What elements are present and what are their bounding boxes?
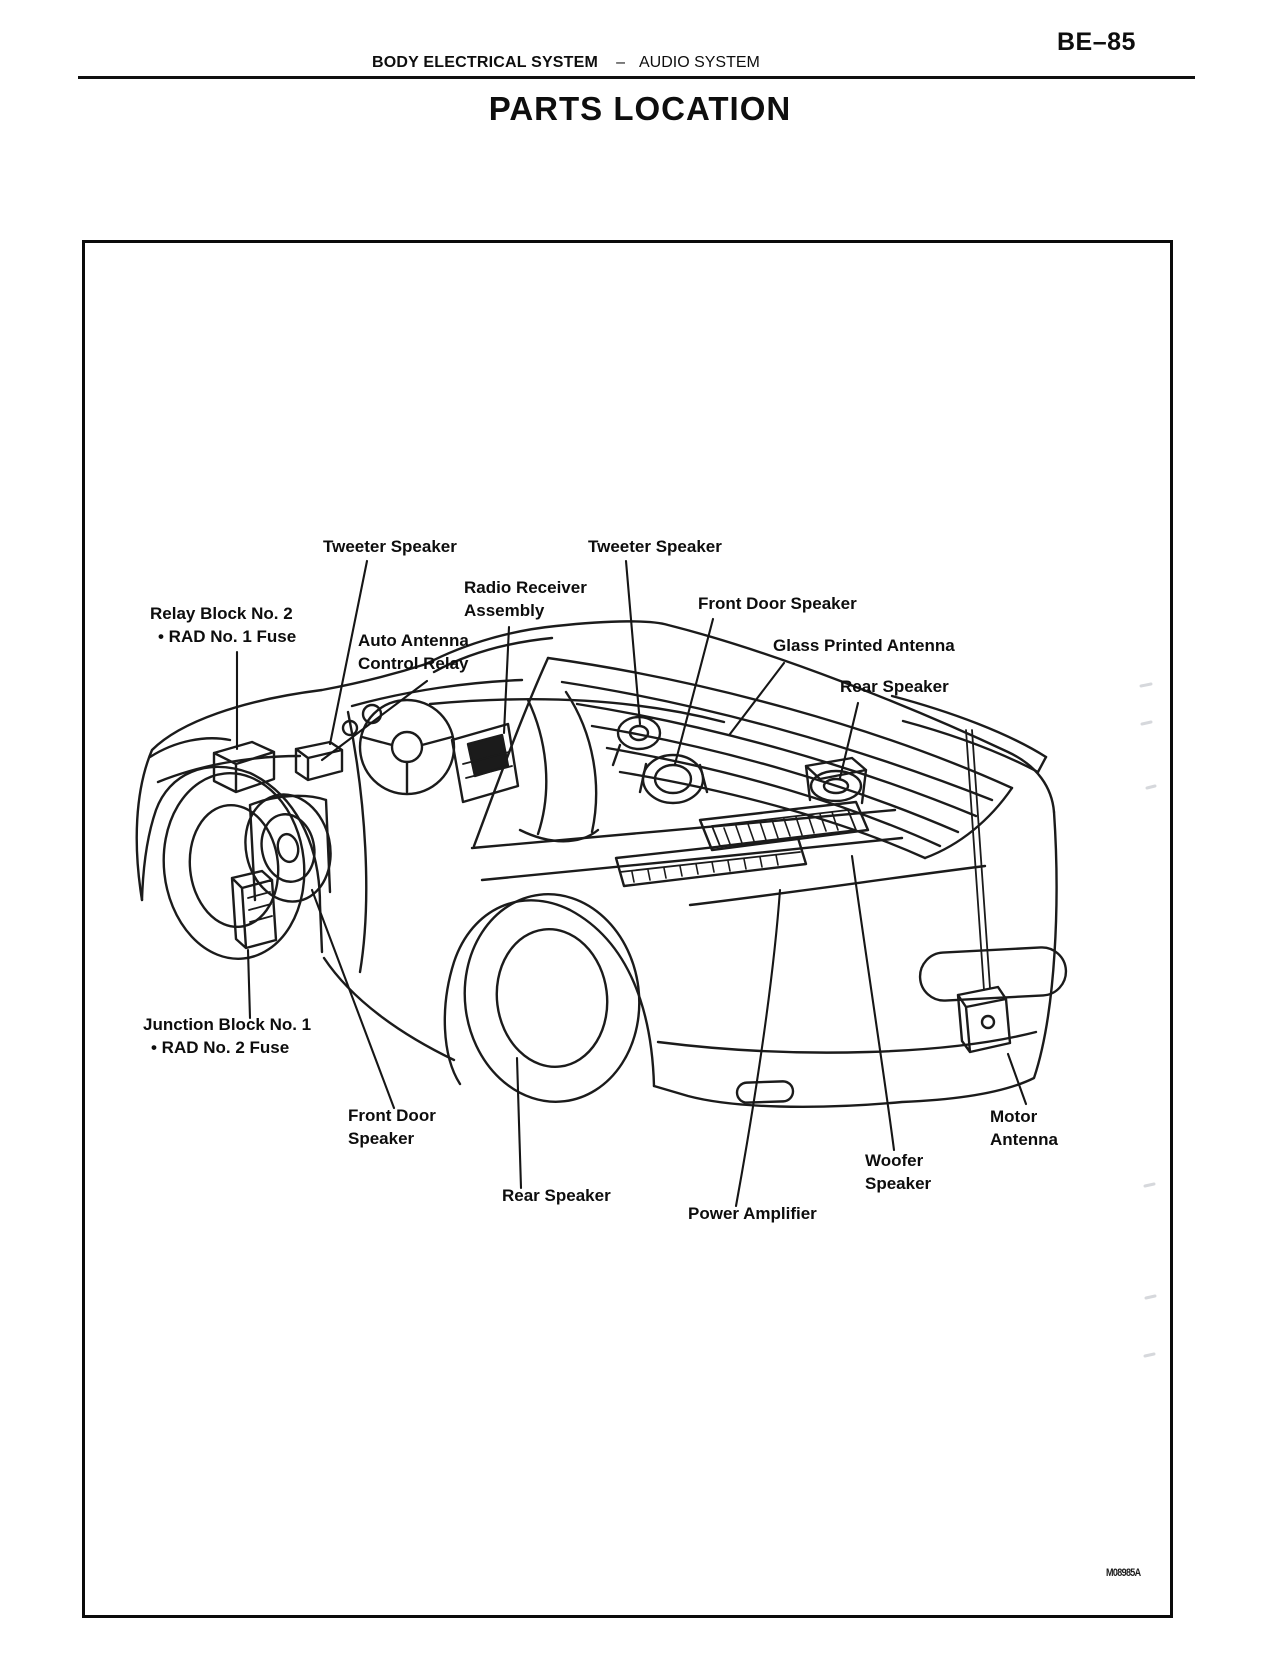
- label-line: Motor: [990, 1107, 1038, 1126]
- section-title: BODY ELECTRICAL SYSTEM: [372, 54, 599, 71]
- section-separator: –: [616, 54, 625, 71]
- label-line: Power Amplifier: [688, 1204, 817, 1223]
- label-line: Speaker: [865, 1174, 932, 1193]
- label-line: Antenna: [990, 1130, 1058, 1149]
- label-line: Tweeter Speaker: [588, 537, 722, 556]
- label-motor-antenna: [990, 1105, 1058, 1151]
- label-line: Speaker: [348, 1129, 415, 1148]
- label-glass-printed-antenna: [773, 634, 955, 657]
- label-junction-block-no1: [143, 1013, 311, 1059]
- label-line: Front Door: [348, 1106, 436, 1125]
- figure-code: M08985A: [1106, 1567, 1141, 1579]
- label-line: Junction Block No. 1: [143, 1015, 312, 1034]
- label-line: Assembly: [464, 601, 545, 620]
- label-line: Control Relay: [358, 654, 469, 673]
- label-line: Woofer: [865, 1151, 924, 1170]
- label-power-amplifier: [688, 1202, 817, 1225]
- label-tweeter-speaker-right: [588, 535, 722, 558]
- label-rear-speaker-right: [840, 675, 949, 698]
- label-line: Tweeter Speaker: [323, 537, 457, 556]
- label-front-door-speaker-bottom: [348, 1104, 436, 1150]
- label-front-door-speaker-top: [698, 592, 857, 615]
- label-line: Relay Block No. 2: [150, 604, 293, 623]
- scan-artifacts: [1141, 684, 1155, 1356]
- label-line: Front Door Speaker: [698, 594, 857, 613]
- label-line: Glass Printed Antenna: [773, 636, 955, 655]
- label-line: Rear Speaker: [840, 677, 949, 696]
- label-line: • RAD No. 2 Fuse: [151, 1038, 290, 1057]
- label-tweeter-speaker-left: [323, 535, 457, 558]
- label-woofer-speaker: [865, 1149, 931, 1195]
- label-radio-receiver-assembly: [464, 576, 587, 622]
- page-title: PARTS LOCATION: [488, 90, 792, 127]
- page-number: BE–85: [1057, 28, 1136, 56]
- label-rear-speaker-bottom: [502, 1184, 611, 1207]
- label-auto-antenna-control-relay: [358, 629, 469, 675]
- label-line: Radio Receiver: [464, 578, 587, 597]
- subsection-title: AUDIO SYSTEM: [638, 54, 760, 71]
- label-line: Rear Speaker: [502, 1186, 611, 1205]
- label-relay-block-no2: [150, 602, 296, 648]
- label-line: • RAD No. 1 Fuse: [158, 627, 297, 646]
- label-line: Auto Antenna: [358, 631, 469, 650]
